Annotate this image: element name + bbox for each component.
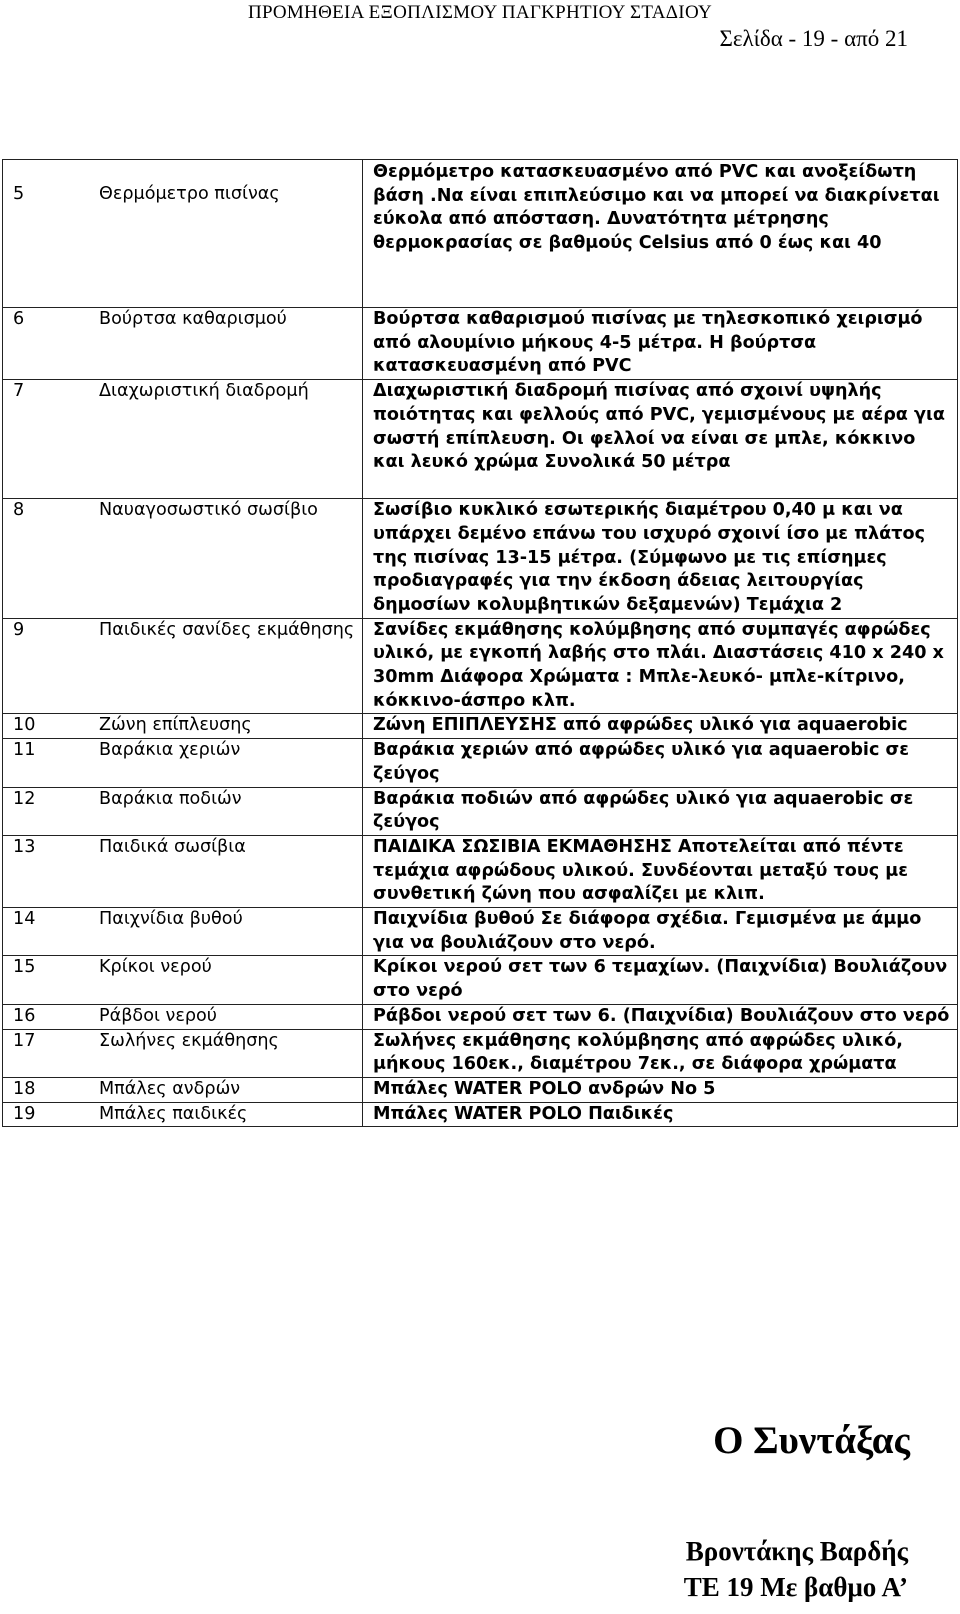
table-row: [3, 1077, 958, 1102]
item-description: Θερμόμετρο κατασκευασμένο από PVC και ανοξείδωτη βάση .Να είναι επιπλεύσιμο και να μπορεί να διακρίνεται εύκολα από απόσταση. Δυνατότητα μέτρησης θερμοκρασίας σε βαθμούς Celsius από 0 έως και 40: [363, 160, 958, 308]
item-name: Κρίκοι νερού: [89, 956, 363, 1004]
item-number: 11: [3, 739, 90, 787]
item-description: Βαράκια ποδιών από αφρώδες υλικό για aquaerobic σε ζεύγος: [363, 787, 958, 835]
item-description: Ζώνη ΕΠΙΠΛΕΥΣΗΣ από αφρώδες υλικό για aquaerobic: [363, 714, 958, 739]
item-name: Παιδικές σανίδες εκμάθησης: [89, 618, 363, 714]
item-description: Ράβδοι νερού σετ των 6. (Παιχνίδια) Βουλιάζουν στο νερό: [363, 1004, 958, 1029]
specifications-table: [2, 159, 958, 1127]
table-row: [3, 956, 958, 1004]
item-name: Βαράκια χεριών: [89, 739, 363, 787]
item-description: Κρίκοι νερού σετ των 6 τεμαχίων. (Παιχνίδια) Βουλιάζουν στο νερό: [363, 956, 958, 1004]
item-number: 12: [3, 787, 90, 835]
document-header-title: ΠΡΟΜΗΘΕΙΑ ΕΞΟΠΛΙΣΜΟΥ ΠΑΓΚΡΗΤΙΟΥ ΣΤΑΔΙΟΥ: [247, 2, 713, 23]
page-number: Σελίδα - 19 - από 21: [719, 26, 908, 51]
table-row: [3, 308, 958, 380]
item-description: Διαχωριστική διαδρομή πισίνας από σχοινί υψηλής ποιότητας και φελλούς από PVC, γεμισμένους με αέρα για σωστή επίπλευση. Οι φελλοί να είναι σε μπλε, κόκκινο και λευκό χρώμα Συνολικά 50 μέτρα: [363, 380, 958, 499]
item-name: Ναυαγοσωστικό σωσίβιο: [89, 499, 363, 619]
item-name: Μπάλες παιδικές: [89, 1102, 363, 1127]
item-description: Βαράκια χεριών από αφρώδες υλικό για aquaerobic σε ζεύγος: [363, 739, 958, 787]
item-name: Ράβδοι νερού: [89, 1004, 363, 1029]
item-number: 13: [3, 835, 90, 907]
item-name: Βούρτσα καθαρισμού: [89, 308, 363, 380]
table-row: [3, 499, 958, 619]
item-description: Σωσίβιο κυκλικό εσωτερικής διαμέτρου 0,40 μ και να υπάρχει δεμένο επάνω του ισχυρό σχοινί ίσο με πλάτος της πισίνας 13-15 μέτρα. (Σύμφωνο με τις επίσημες προδιαγραφές για την έκδοση άδειας λειτουργίας δημοσίων κολυμβητικών δεξαμενών) Τεμάχια 2: [363, 499, 958, 619]
signer-block: [608, 1533, 908, 1605]
item-number: 7: [3, 380, 90, 499]
signer-name: Βροντάκης Βαρδής: [685, 1536, 908, 1566]
item-name: Παιδικά σωσίβια: [89, 835, 363, 907]
item-name: Μπάλες ανδρών: [89, 1077, 363, 1102]
table-row: [3, 787, 958, 835]
table-row: [3, 908, 958, 956]
item-number: 18: [3, 1077, 90, 1102]
table-row: [3, 380, 958, 499]
item-description: Βούρτσα καθαρισμού πισίνας με τηλεσκοπικό χειρισμό από αλουμίνιο μήκους 4-5 μέτρα. Η βούρτσα κατασκευασμένη από PVC: [363, 308, 958, 380]
signer-rank: ΤΕ 19 Με βαθμο Α’: [683, 1572, 908, 1602]
item-name: Παιχνίδια βυθού: [89, 908, 363, 956]
item-number: 14: [3, 908, 90, 956]
table-row: [3, 160, 958, 308]
item-description: Παιχνίδια βυθού Σε διάφορα σχέδια. Γεμισμένα με άμμο για να βουλιάζουν στο νερό.: [363, 908, 958, 956]
item-number: 15: [3, 956, 90, 1004]
item-number: 8: [3, 499, 90, 619]
item-description: Σωλήνες εκμάθησης κολύμβησης από αφρώδες υλικό, μήκους 160εκ., διαμέτρου 7εκ., σε διάφορα χρώματα: [363, 1029, 958, 1077]
table-row: [3, 714, 958, 739]
item-description: Μπάλες WATER POLO ανδρών No 5: [363, 1077, 958, 1102]
item-name: Διαχωριστική διαδρομή: [89, 380, 363, 499]
item-name: Θερμόμετρο πισίνας: [89, 160, 363, 308]
table-row: [3, 835, 958, 907]
table-row: [3, 1029, 958, 1077]
signer-title: Ο Συντάξας: [713, 1419, 910, 1462]
item-description: Σανίδες εκμάθησης κολύμβησης από συμπαγές αφρώδες υλικό, με εγκοπή λαβής στο πλάι. Διαστάσεις 410 x 240 x 30mm Διάφορα Χρώματα : Μπλε-λευκό- μπλε-κίτρινο, κόκκινο-άσπρο κλπ.: [363, 618, 958, 714]
item-number: 5: [3, 160, 90, 308]
item-number: 6: [3, 308, 90, 380]
table-row: [3, 739, 958, 787]
item-name: Βαράκια ποδιών: [89, 787, 363, 835]
table-row: [3, 1004, 958, 1029]
item-number: 10: [3, 714, 90, 739]
item-name: Σωλήνες εκμάθησης: [89, 1029, 363, 1077]
item-number: 19: [3, 1102, 90, 1127]
item-number: 9: [3, 618, 90, 714]
item-description: ΠΑΙΔΙΚΑ ΣΩΣΙΒΙΑ ΕΚΜΑΘΗΣΗΣ Αποτελείται από πέντε τεμάχια αφρώδους υλικού. Συνδέονται μεταξύ τους με συνθετική ζώνη που ασφαλίζει με κλιπ.: [363, 835, 958, 907]
item-number: 17: [3, 1029, 90, 1077]
item-description: Μπάλες WATER POLO Παιδικές: [363, 1102, 958, 1127]
table-row: [3, 618, 958, 714]
item-number: 16: [3, 1004, 90, 1029]
item-name: Ζώνη επίπλευσης: [89, 714, 363, 739]
table-row: [3, 1102, 958, 1127]
